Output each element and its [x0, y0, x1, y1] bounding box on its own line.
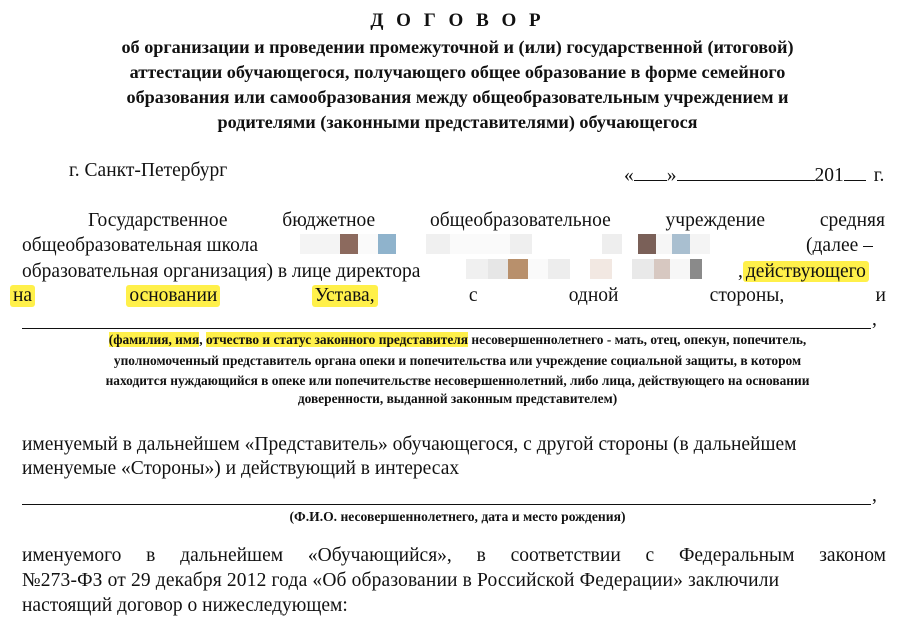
rep-note-line-4: доверенности, выданной законным представителем): [297, 391, 618, 406]
comma: ,: [199, 332, 203, 347]
highlighted-text: отчество и статус законного представителя: [205, 332, 469, 347]
word: дальнейшем: [180, 545, 284, 566]
date-year-blank: [844, 160, 866, 181]
note-text: несовершеннолетнего - мать, отец, опекун, попечитель,: [468, 332, 807, 347]
date-day-blank: [634, 160, 667, 181]
para3-line-2: №273-ФЗ от 29 декабря 2012 года «Об образовании в Российской Федерации» заключили: [22, 570, 780, 591]
highlighted-word: основании: [126, 285, 220, 307]
rep-note-line-2: уполномоченный представитель органа опеки и попечительства или учреждение социальной защиты, в котором: [113, 353, 802, 368]
subtitle-line-1: об организации и проведении промежуточной и (или) государственной (итоговой): [121, 37, 794, 57]
word: одной: [568, 285, 619, 306]
student-note: (Ф.И.О. несовершеннолетнего, дата и место рождения): [289, 509, 626, 524]
representative-line-end: ,: [872, 309, 877, 330]
word: средняя: [819, 210, 885, 231]
para1-line-2-left: общеобразовательная школа: [22, 235, 258, 256]
para1-line-4: [10, 285, 886, 307]
para2-line-2: именуемые «Стороны») и действующий в интересах: [22, 458, 460, 479]
highlighted-word: на: [10, 285, 35, 307]
city: г. Санкт-Петербург: [69, 160, 228, 181]
date-close-quote: »: [666, 165, 677, 186]
word: стороны,: [709, 285, 785, 306]
highlighted-word: Устава,: [312, 285, 378, 307]
date-open-quote: «: [624, 165, 634, 186]
para2-line-1: именуемый в дальнейшем «Представитель» обучающегося, с другой стороны (в дальнейшем: [22, 434, 797, 455]
rep-note-line-1: [0, 332, 915, 348]
word: законом: [819, 545, 886, 566]
word: в: [146, 545, 156, 566]
date-year-prefix: 201: [814, 165, 844, 186]
date-line: [624, 160, 884, 187]
word: Государственное: [88, 210, 228, 231]
word: именуемого: [22, 545, 122, 566]
rep-note-line-3: находится нуждающийся в опеке или попечительстве несовершеннолетний, либо лица, действующего на основании: [105, 373, 810, 388]
para1-line-2-right: (далее –: [806, 235, 873, 256]
word: в: [476, 545, 486, 566]
word: бюджетное: [282, 210, 376, 231]
para1-line-3-left: образовательная организация) в лице директора: [22, 261, 421, 282]
word: Федеральным: [678, 545, 795, 566]
subtitle-line-2: аттестации обучающегося, получающего общее образование в форме семейного: [129, 62, 786, 82]
word: «Обучающийся»,: [307, 545, 452, 566]
highlighted-text: (фамилия, имя: [108, 332, 200, 347]
document-title: Д О Г О В О Р: [370, 10, 545, 31]
student-line-end: ,: [872, 485, 877, 506]
para3-line-3: настоящий договор о нижеследующем:: [22, 595, 348, 616]
word: учреждение: [665, 210, 766, 231]
subtitle-line-3: образования или самообразования между общеобразовательным учреждением и: [126, 87, 789, 107]
word: соответствии: [510, 545, 621, 566]
representative-blank-line: [22, 306, 871, 329]
student-blank-line: [22, 482, 871, 505]
redacted-school-name: [300, 234, 710, 254]
subtitle-line-4: родителями (законными представителями) обучающегося: [217, 112, 698, 132]
word: с: [468, 285, 478, 306]
word: общеобразовательное: [429, 210, 611, 231]
date-suffix: г.: [873, 165, 885, 186]
para1-line-1: [88, 210, 885, 232]
date-month-blank: [677, 160, 815, 181]
word: и: [875, 285, 886, 306]
comma: ,: [738, 261, 743, 282]
para3-line-1: [22, 545, 886, 567]
redacted-director-name: [466, 259, 702, 279]
word: с: [645, 545, 655, 566]
highlighted-text: действующего: [743, 261, 869, 282]
para1-line-3-right: [738, 261, 869, 283]
